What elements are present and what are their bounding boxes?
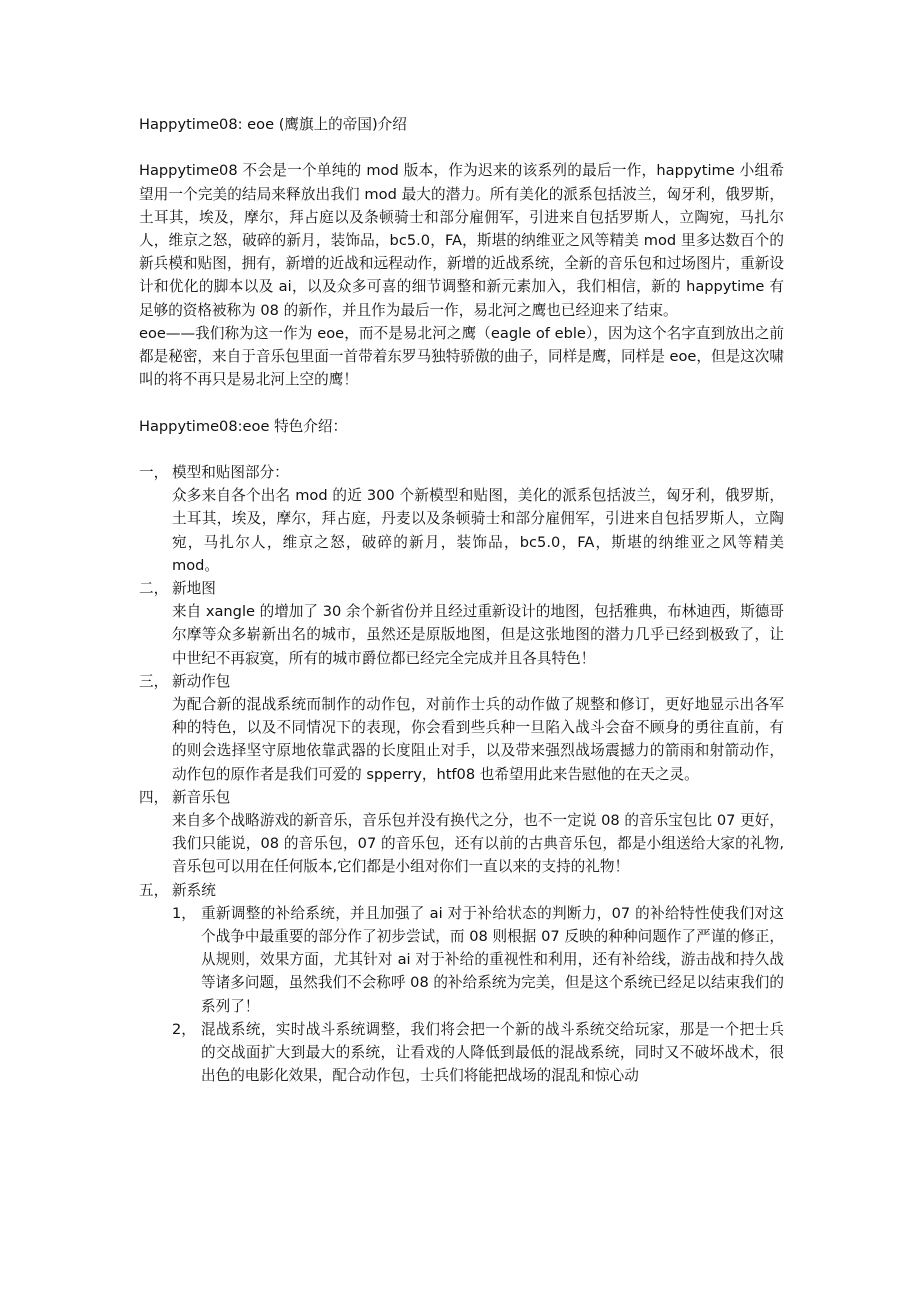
intro-paragraph: eoe——我们称为这一作为 eoe，而不是易北河之鹰（eagle of eble），因为这个名字直到放出之前都是秘密，来自于音乐包里面一首带着东罗马独特骄傲的曲子，同样是鹰，同样是 eoe，但是这次啸叫的将不再只是易北河上空的鹰！: [139, 324, 784, 389]
section-body: 众多来自各个出名 mod 的近 300 个新模型和贴图，美化的派系包括波兰，匈牙利，俄罗斯，土耳其，埃及，摩尔，拜占庭，丹麦以及条顿骑士和部分雇佣军，引进来自包括罗斯人，立陶宛，马扎尔人，维京之怒，破碎的新月，装饰品，bc5.0，FA，斯堪的纳维亚之风等精美 mod。: [172, 487, 784, 574]
list-item-text: 重新调整的补给系统，并且加强了 ai 对于补给状态的判断力，07 的补给特性使我们对这个战争中最重要的部分作了初步尝试，而 08 则根据 07 反映的种种问题作了严谨的修正，从规则，效果方面，尤其针对 ai 对于补给的重视性和利用，还有补给线，游击战和持久战等诸多问题，虽然我们不会称呼 08 的补给系统为完美，但是这个系统已经足以结束我们的系列了！: [201, 904, 784, 1015]
list-item: [172, 1018, 784, 1088]
numbered-list: [172, 902, 784, 1088]
features-title: Happytime08:eoe 特色介绍：: [139, 417, 348, 435]
list-item-number: 1，: [172, 904, 196, 922]
section-heading: [139, 670, 784, 693]
feature-section: [139, 879, 784, 1088]
spacer: [139, 136, 784, 159]
section-number: 四，: [139, 788, 169, 806]
section-heading: [139, 577, 784, 600]
feature-section: [139, 577, 784, 670]
section-body: 为配合新的混战系统而制作的动作包，对前作士兵的动作做了规整和修订，更好地显示出各军种的特色，以及不同情况下的表现，你会看到些兵种一旦陷入战斗会奋不顾身的勇往直前，有的则会选择坚守原地依靠武器的长度阻止对手，以及带来强烈战场震撼力的箭雨和射箭动作，动作包的原作者是我们可爱的 spperry，htf08 也希望用此来告慰他的在天之灵。: [172, 696, 784, 783]
document-title: Happytime08: eoe (鹰旗上的帝国)介绍: [139, 116, 407, 133]
feature-section: [139, 670, 784, 786]
section-heading: [139, 461, 784, 484]
section-title: 模型和贴图部分：: [172, 464, 289, 481]
spacer: [139, 438, 784, 461]
section-heading: [139, 879, 784, 902]
list-item-text: 混战系统，实时战斗系统调整，我们将会把一个新的战斗系统交给玩家，那是一个把士兵的交战面扩大到最大的系统，让看戏的人降低到最低的混战系统，同时又不破坏战术，很出色的电影化效果，配合动作包，士兵们将能把战场的混乱和惊心动: [201, 1020, 784, 1085]
document-page: [139, 113, 784, 1087]
list-item: [172, 902, 784, 1018]
section-number: 二，: [139, 580, 169, 598]
feature-section: [139, 461, 784, 577]
section-title: 新动作包: [172, 672, 231, 690]
feature-section: [139, 786, 784, 879]
intro-paragraph: Happytime08 不会是一个单纯的 mod 版本，作为迟来的该系列的最后一作，happytime 小组希望用一个完美的结局来释放出我们 mod 最大的潜力。所有美化的派系包括波兰，匈牙利，俄罗斯，土耳其，埃及，摩尔，拜占庭以及条顿骑士和部分雇佣军，引进来自包括罗斯人，立陶宛，马扎尔人，维京之怒，破碎的新月，装饰品，bc5.0，FA，斯堪的纳维亚之风等精美 mod 里多达数百个的新兵模和贴图，拥有，新增的近战和远程动作，新增的近战系统，全新的音乐包和过场图片，重新设计和优化的脚本以及 ai，以及众多可喜的细节调整和新元素加入，我们相信，新的 happytime 有足够的资格被称为 08 的新作，并且作为最后一作，易北河之鹰也已经迎来了结束。: [139, 162, 784, 319]
section-body: 来自多个战略游戏的新音乐，音乐包并没有换代之分，也不一定说 08 的音乐宝包比 07 更好，我们只能说，08 的音乐包，07 的音乐包，还有以前的古典音乐包，都是小组送给大家的礼物,音乐包可以用在任何版本,它们都是小组对你们一直以来的支持的礼物！: [172, 812, 784, 876]
section-title: 新地图: [172, 580, 216, 598]
section-number: 一，: [139, 464, 169, 481]
section-number: 五，: [139, 881, 169, 899]
spacer: [139, 391, 784, 414]
section-heading: [139, 786, 784, 809]
section-body: 来自 xangle 的增加了 30 余个新省份并且经过重新设计的地图，包括雅典，布林迪西，斯德哥尔摩等众多崭新出名的城市，虽然还是原版地图，但是这张地图的潜力几乎已经到极致了，让中世纪不再寂寞，所有的城市爵位都已经完全完成并且各具特色！: [172, 603, 784, 667]
section-title: 新系统: [172, 881, 216, 899]
section-number: 三，: [139, 672, 169, 690]
list-item-number: 2，: [172, 1020, 196, 1038]
section-title: 新音乐包: [172, 788, 231, 806]
